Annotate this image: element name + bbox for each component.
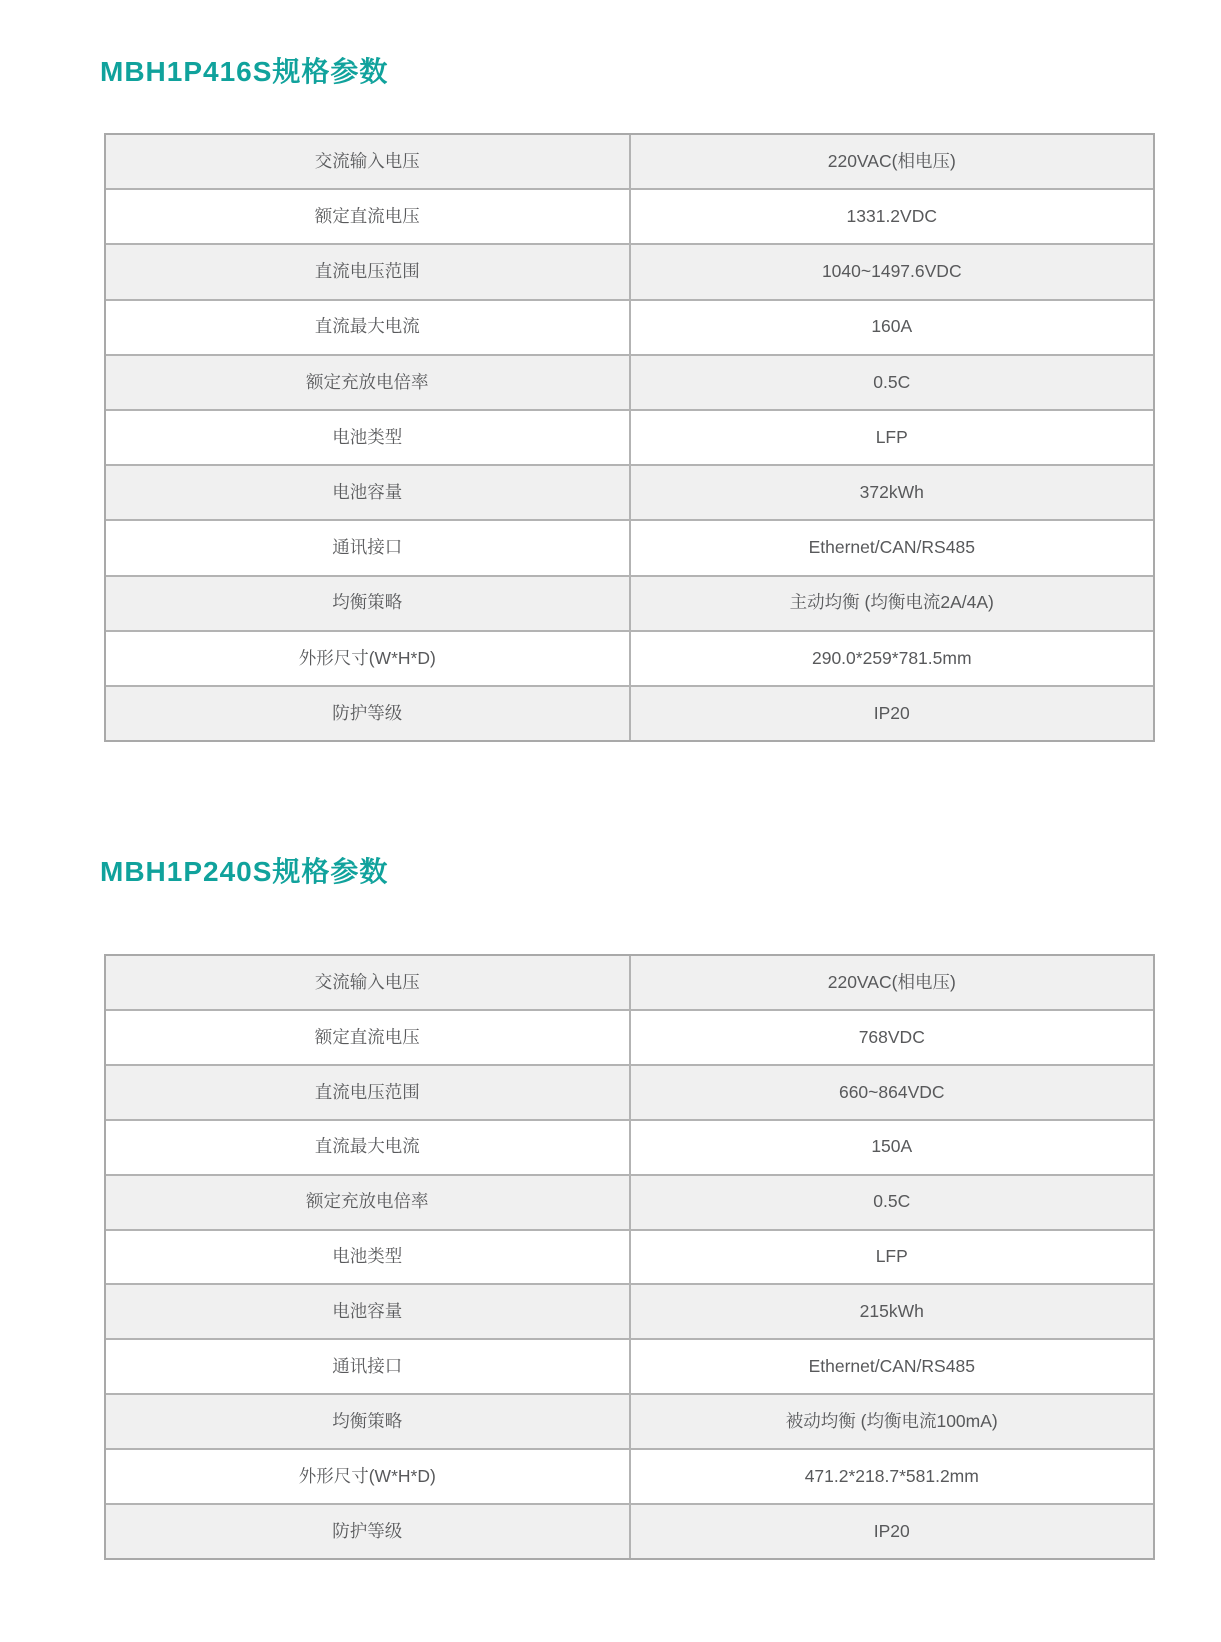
spec-label: 防护等级 bbox=[106, 1505, 631, 1558]
spec-value: Ethernet/CAN/RS485 bbox=[808, 1356, 975, 1377]
spec-row bbox=[106, 956, 1153, 1011]
spec-value: LFP bbox=[875, 426, 908, 447]
spec-value: IP20 bbox=[873, 702, 910, 723]
spec-value: IP20 bbox=[873, 1520, 910, 1541]
spec-label: 额定充放电倍率 bbox=[106, 356, 631, 409]
spec-label: 电池类型 bbox=[106, 1231, 631, 1284]
spec-label: 通讯接口 bbox=[106, 1340, 631, 1393]
spec-label: 额定直流电压 bbox=[106, 1011, 631, 1064]
spec-row bbox=[106, 1011, 1153, 1066]
spec-value: 660~864VDC bbox=[838, 1081, 945, 1102]
spec-value: 220VAC(相电压) bbox=[827, 150, 956, 171]
spec-value: 0.5C bbox=[873, 371, 911, 392]
spec-label: 直流电压范围 bbox=[106, 245, 631, 298]
spec-row bbox=[106, 1066, 1153, 1121]
spec-table bbox=[104, 133, 1155, 742]
spec-label: 均衡策略 bbox=[106, 1395, 631, 1448]
spec-row bbox=[106, 1395, 1153, 1450]
spec-row bbox=[106, 1505, 1153, 1558]
spec-label: 防护等级 bbox=[106, 687, 631, 740]
spec-row bbox=[106, 1340, 1153, 1395]
spec-row bbox=[106, 632, 1153, 687]
spec-label: 交流输入电压 bbox=[106, 135, 631, 188]
spec-label: 通讯接口 bbox=[106, 521, 631, 574]
section-title: MBH1P240S规格参数 bbox=[100, 856, 389, 887]
spec-value: 768VDC bbox=[858, 1026, 925, 1047]
spec-value: 主动均衡 (均衡电流2A/4A) bbox=[789, 592, 994, 613]
spec-value: 0.5C bbox=[873, 1191, 911, 1212]
spec-row bbox=[106, 301, 1153, 356]
spec-label: 直流电压范围 bbox=[106, 1066, 631, 1119]
spec-label: 外形尺寸(W*H*D) bbox=[106, 1450, 631, 1503]
spec-value: 160A bbox=[871, 316, 913, 337]
spec-value: 471.2*218.7*581.2mm bbox=[804, 1465, 979, 1486]
spec-row bbox=[106, 1121, 1153, 1176]
spec-label: 电池类型 bbox=[106, 411, 631, 464]
spec-row bbox=[106, 466, 1153, 521]
spec-label: 额定直流电压 bbox=[106, 190, 631, 243]
spec-row bbox=[106, 1231, 1153, 1286]
spec-value: 372kWh bbox=[859, 481, 924, 502]
spec-row bbox=[106, 577, 1153, 632]
spec-label: 电池容量 bbox=[106, 466, 631, 519]
spec-label: 额定充放电倍率 bbox=[106, 1176, 631, 1229]
spec-row bbox=[106, 411, 1153, 466]
spec-value: 被动均衡 (均衡电流100mA) bbox=[785, 1410, 998, 1431]
section-title: MBH1P416S规格参数 bbox=[100, 56, 389, 87]
spec-table bbox=[104, 954, 1155, 1560]
spec-label: 直流最大电流 bbox=[106, 301, 631, 354]
spec-value: 215kWh bbox=[859, 1301, 924, 1322]
spec-row bbox=[106, 687, 1153, 740]
spec-row bbox=[106, 356, 1153, 411]
spec-row bbox=[106, 135, 1153, 190]
spec-row bbox=[106, 190, 1153, 245]
spec-value: 1040~1497.6VDC bbox=[821, 261, 962, 282]
spec-label: 直流最大电流 bbox=[106, 1121, 631, 1174]
spec-row bbox=[106, 1176, 1153, 1231]
spec-value: 150A bbox=[871, 1136, 913, 1157]
spec-value: LFP bbox=[875, 1246, 908, 1267]
spec-row bbox=[106, 521, 1153, 576]
spec-label: 电池容量 bbox=[106, 1285, 631, 1338]
spec-value: Ethernet/CAN/RS485 bbox=[808, 537, 975, 558]
spec-value: 220VAC(相电压) bbox=[827, 971, 956, 992]
spec-row bbox=[106, 1450, 1153, 1505]
spec-label: 交流输入电压 bbox=[106, 956, 631, 1009]
spec-label: 外形尺寸(W*H*D) bbox=[106, 632, 631, 685]
spec-row bbox=[106, 245, 1153, 300]
spec-label: 均衡策略 bbox=[106, 577, 631, 630]
spec-row bbox=[106, 1285, 1153, 1340]
spec-value: 1331.2VDC bbox=[846, 206, 937, 227]
spec-value: 290.0*259*781.5mm bbox=[811, 647, 972, 668]
